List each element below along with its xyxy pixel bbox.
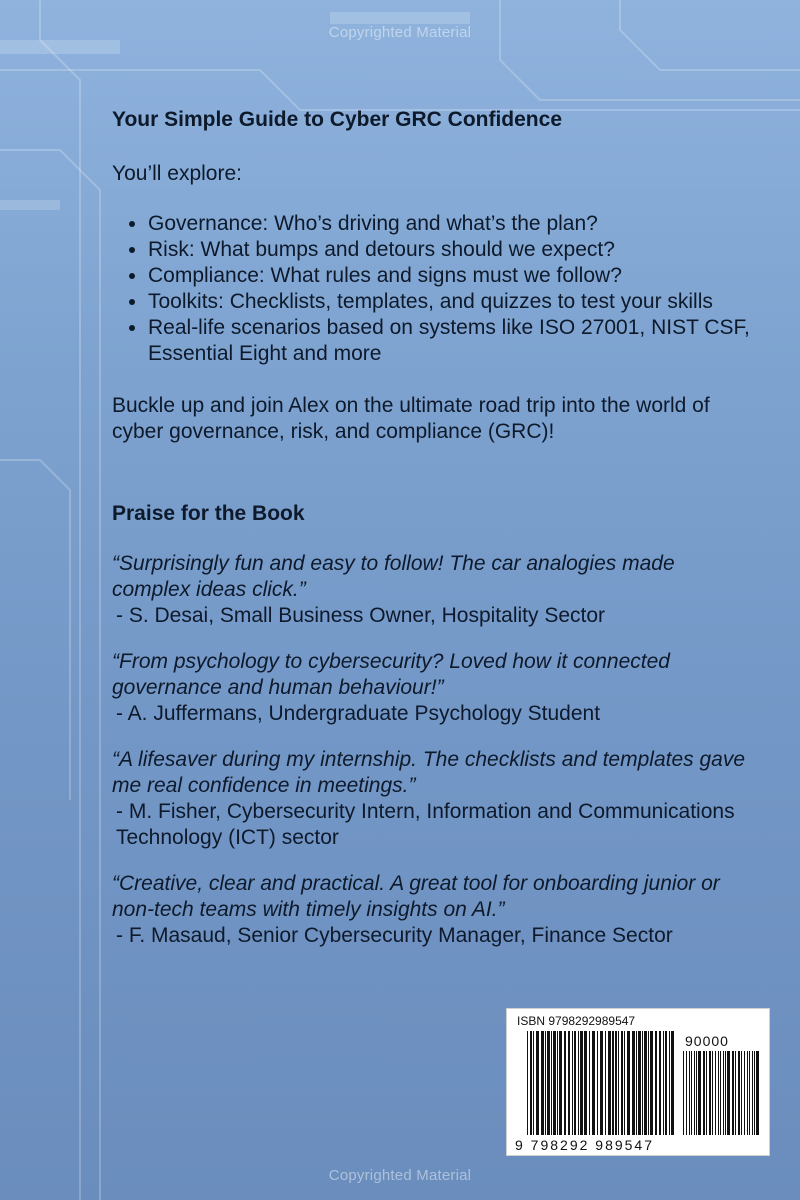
review-author: - F. Masaud, Senior Cybersecurity Manager, Finance Sector [116,924,673,947]
review [112,551,752,629]
price-code: 90000 [685,1033,729,1049]
list-item: • Real-life scenarios based on systems like ISO 27001, NIST CSF, Essential Eight and more [148,315,752,367]
list-item: • Governance: Who’s driving and what’s the plan? [148,211,752,237]
isbn-digits: 9 798292 989547 [515,1137,654,1153]
review-quote: “From psychology to cybersecurity? Loved how it connected governance and human behaviour!” [112,650,670,699]
review [112,871,752,949]
guide-heading: Your Simple Guide to Cyber GRC Confidence [112,108,562,131]
list-item: • Compliance: What rules and signs must we follow? [148,263,752,289]
review-quote: “Creative, clear and practical. A great tool for onboarding junior or non-tech teams with timely insights on AI.” [112,872,720,921]
closing-paragraph: Buckle up and join Alex on the ultimate road trip into the world of cyber governance, risk, and compliance (GRC)! [112,394,710,443]
addon-barcode-icon [683,1051,759,1135]
review-quote: “A lifesaver during my internship. The checklists and templates gave me real confidence in meetings.” [112,748,746,797]
list-item: • Toolkits: Checklists, templates, and quizzes to test your skills [148,289,752,315]
review-author: - M. Fisher, Cybersecurity Intern, Information and Communications Technology (ICT) sector [116,800,735,849]
list-item: • Risk: What bumps and detours should we expect? [148,237,752,263]
topic-list [112,211,752,367]
copyright-watermark-bottom: Copyrighted Material [328,1167,472,1184]
isbn-label: ISBN 9798292989547 [517,1014,636,1028]
barcode-icon [527,1031,677,1135]
review [112,649,752,727]
explore-label: You’ll explore: [112,162,242,185]
review-author: - S. Desai, Small Business Owner, Hospitality Sector [116,604,606,627]
isbn-barcode-box [506,1008,770,1156]
review-author: - A. Juffermans, Undergraduate Psychology Student [116,702,601,725]
review-quote: “Surprisingly fun and easy to follow! The car analogies made complex ideas click.” [112,552,675,601]
back-cover-content [112,105,752,949]
copyright-watermark-top: Copyrighted Material [328,24,472,41]
praise-heading: Praise for the Book [112,502,305,525]
review [112,747,752,851]
